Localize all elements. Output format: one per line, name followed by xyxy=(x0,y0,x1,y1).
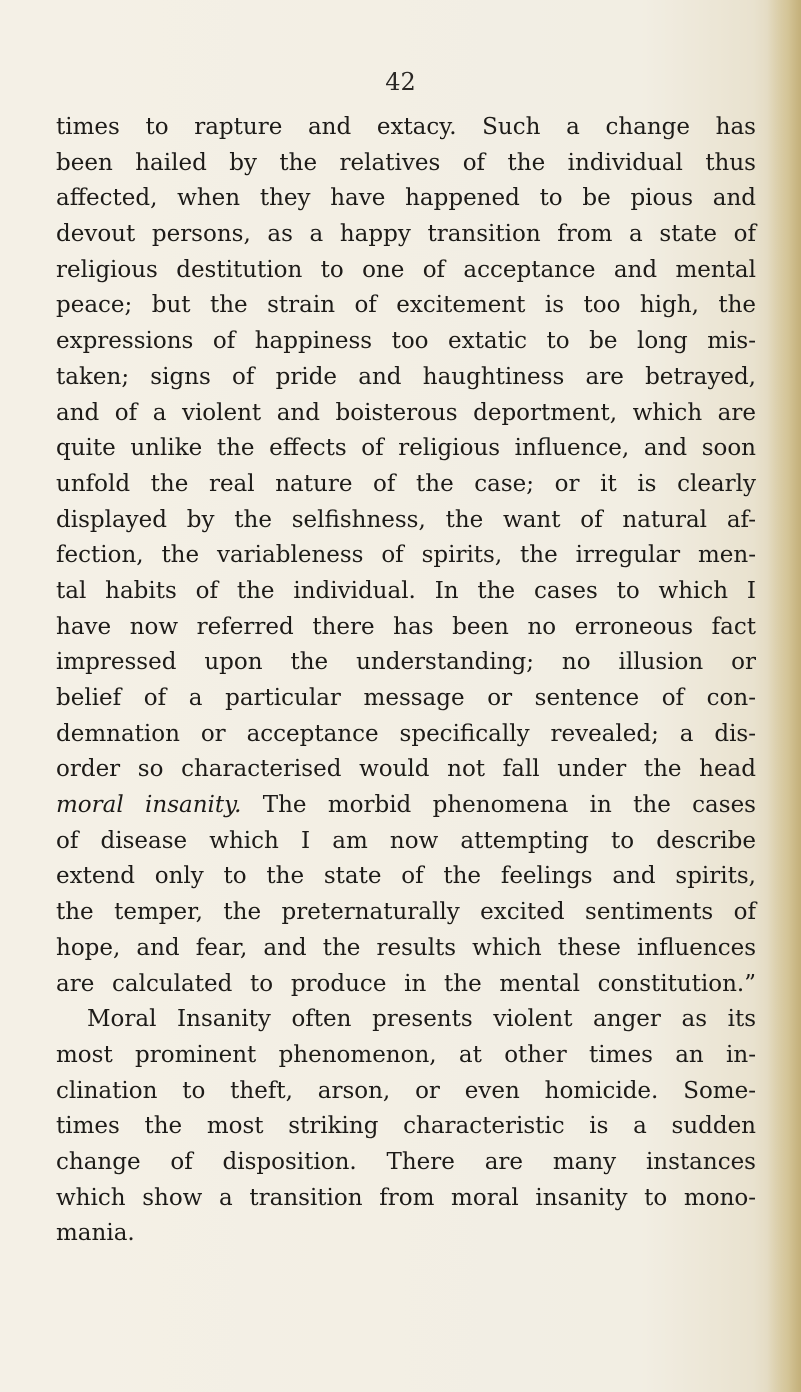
text-line-rest: The morbid phenomena in the cases xyxy=(241,792,756,819)
text-line: clination to theft, arson, or even homicide. Some- xyxy=(56,1077,756,1104)
page-edge-stain xyxy=(767,0,801,1392)
text-line: are calculated to produce in the mental constitution.” xyxy=(56,970,756,997)
text-line: change of disposition. There are many instances xyxy=(56,1148,756,1175)
text-line: impressed upon the understanding; no illusion or xyxy=(56,649,756,676)
text-line: the temper, the preternaturally excited sentiments of xyxy=(56,899,756,926)
page-number: 42 xyxy=(385,68,416,96)
text-line: quite unlike the effects of religious influence, and soon xyxy=(56,435,756,462)
text-line: of disease which I am now attempting to describe xyxy=(56,827,756,854)
text-line: tal habits of the individual. In the cases to which I xyxy=(56,577,756,604)
body-text xyxy=(56,110,756,1252)
italic-term: moral insanity. xyxy=(56,792,242,819)
text-line: devout persons, as a happy transition from a state of xyxy=(56,221,756,248)
text-line: times to rapture and extacy. Such a change has xyxy=(56,114,756,140)
text-line: demnation or acceptance specifically revealed; a dis- xyxy=(56,720,756,747)
text-line-moral-insanity xyxy=(56,788,756,824)
paragraph-start-line: Moral Insanity often presents violent anger as its xyxy=(87,1006,756,1033)
text-line: fection, the variableness of spirits, the irregular men- xyxy=(56,542,756,569)
text-line: most prominent phenomenon, at other times an in- xyxy=(56,1041,756,1068)
text-line: extend only to the state of the feelings and spirits, xyxy=(56,863,756,890)
text-line: belief of a particular message or sentence of con- xyxy=(56,685,756,711)
text-line: and of a violent and boisterous deportment, which are xyxy=(56,399,756,426)
text-line: have now referred there has been no erroneous fact xyxy=(56,613,756,640)
text-line: affected, when they have happened to be pious and xyxy=(56,185,756,212)
text-line-final: mania. xyxy=(56,1220,135,1247)
text-line: religious destitution to one of acceptance and mental xyxy=(56,256,756,283)
text-line: unfold the real nature of the case; or it is clearly xyxy=(56,470,756,497)
text-line: order so characterised would not fall under the head xyxy=(56,756,756,783)
text-line: hope, and fear, and the results which these influences xyxy=(56,934,756,961)
text-line: expressions of happiness too extatic to be long mis- xyxy=(56,328,756,355)
text-line: which show a transition from moral insanity to mono- xyxy=(56,1184,756,1211)
text-line: taken; signs of pride and haughtiness are betrayed, xyxy=(56,363,756,390)
text-line: been hailed by the relatives of the individual thus xyxy=(56,149,756,176)
text-line: peace; but the strain of excitement is too high, the xyxy=(56,292,756,319)
text-line: times the most striking characteristic is a sudden xyxy=(56,1113,756,1140)
text-line: displayed by the selfishness, the want of natural af- xyxy=(56,506,756,533)
